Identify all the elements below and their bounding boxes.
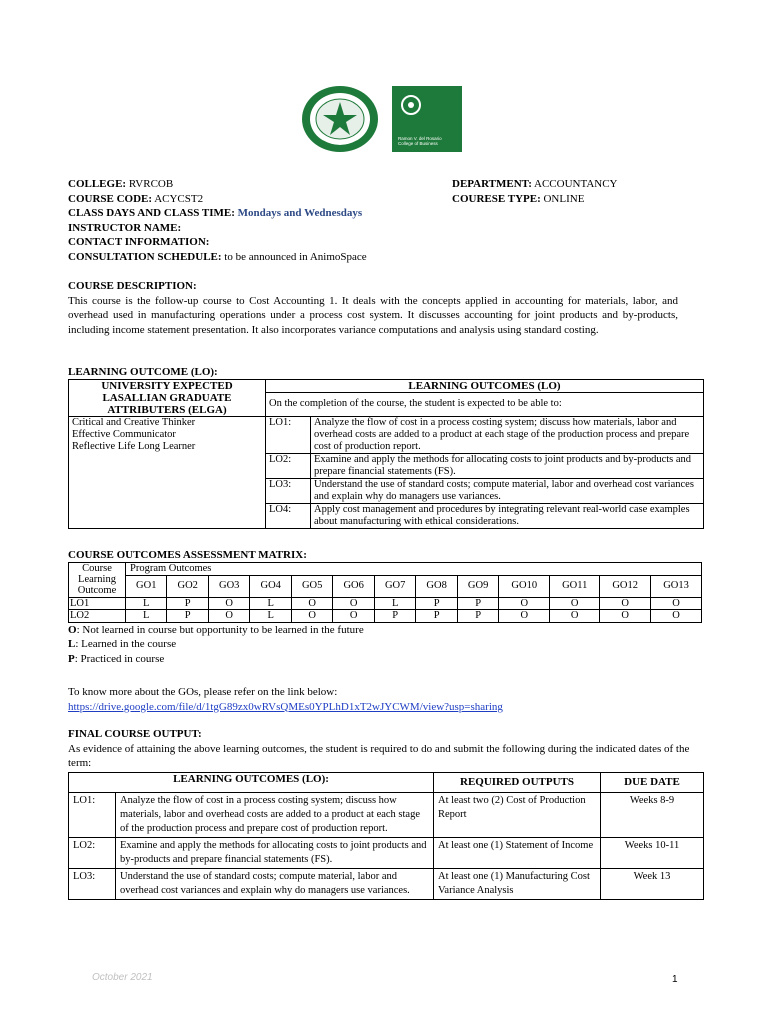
lo-table (68, 379, 704, 529)
matrix-cell: P (167, 610, 208, 623)
program-outcomes-header: Program Outcomes (126, 563, 702, 576)
output-required: At least two (2) Cost of Production Report (434, 792, 601, 837)
elga-header: UNIVERSITY EXPECTED LASALLIAN GRADUATE ATTRIBUTERS (ELGA) (69, 380, 266, 417)
matrix-cell: P (457, 610, 498, 623)
final-output-title: FINAL COURSE OUTPUT: (68, 728, 202, 740)
lo-code: LO2: (266, 454, 311, 479)
matrix-cell: L (126, 610, 167, 623)
matrix-column-header: GO5 (291, 575, 332, 597)
matrix-corner: Course Learning Outcome (69, 563, 126, 598)
description-title: COURSE DESCRIPTION: (68, 280, 197, 292)
final-output-section (68, 727, 704, 900)
course-header (68, 177, 708, 264)
lo-code: LO1: (266, 417, 311, 454)
matrix-cell: O (291, 610, 332, 623)
output-due: Weeks 8-9 (601, 792, 704, 837)
output-header-lo: LEARNING OUTCOMES (LO): (69, 772, 434, 792)
matrix-cell: O (499, 597, 550, 610)
matrix-cell: O (333, 610, 374, 623)
elga-list (69, 417, 266, 529)
lo-text: Understand the use of standard costs; compute material, labor and overhead cost variances and explain why do managers use variances. (311, 479, 704, 504)
lo-text: Apply cost management and procedures by integrating relevant real-world case examples about manufacturing with ethical considerations. (311, 504, 704, 529)
matrix-cell: P (416, 610, 457, 623)
department-label: DEPARTMENT: (452, 178, 532, 190)
gos-link[interactable]: https://drive.google.com/file/d/1tgG89zx0wRVsQMEs0YPLhD1xT2wJYCWM/view?usp=sharing (68, 700, 503, 713)
matrix-cell: P (167, 597, 208, 610)
matrix-cell: P (374, 610, 415, 623)
college-logo-text2: College of Business (398, 141, 438, 146)
matrix-cell: L (374, 597, 415, 610)
matrix-row-label: LO2 (69, 610, 126, 623)
matrix-row (69, 597, 702, 610)
description-body: This course is the follow-up course to Cost Accounting 1. It deals with the concepts applied in accounting for materials, labor, and overhead used in manufacturing operations under a process cost system. It discusses accounting for joint products and by-products, including income statement presentation. It also incorporates variance computations and analysis using standard costing. (68, 294, 678, 336)
legend-key: O (68, 623, 77, 636)
elga-item: Critical and Creative Thinker (72, 417, 196, 428)
course-code-label: COURSE CODE: (68, 192, 153, 205)
instructor-label: INSTRUCTOR NAME: (68, 221, 182, 234)
matrix-cell: O (651, 610, 702, 623)
output-row (69, 792, 704, 837)
matrix-cell: L (250, 610, 291, 623)
output-due: Weeks 10-11 (601, 837, 704, 868)
logo-area (300, 84, 470, 154)
matrix-row (69, 610, 702, 623)
dlsu-seal-icon (300, 84, 380, 154)
matrix-column-header: GO8 (416, 575, 457, 597)
output-lo-code: LO3: (69, 868, 116, 899)
matrix-cell: P (416, 597, 457, 610)
matrix-column-header: GO2 (167, 575, 208, 597)
matrix-column-header: GO1 (126, 575, 167, 597)
matrix-column-header: GO7 (374, 575, 415, 597)
legend-text: : Not learned in course but opportunity to be learned in the future (76, 623, 364, 636)
matrix-column-header: GO13 (651, 575, 702, 597)
learning-outcome-section (68, 366, 704, 529)
matrix-cell: O (499, 610, 550, 623)
footer-date: October 2021 (92, 972, 153, 983)
output-due: Week 13 (601, 868, 704, 899)
matrix-cell: O (651, 597, 702, 610)
elga-item: Effective Communicator (72, 429, 176, 440)
matrix-column-header: GO10 (499, 575, 550, 597)
lo-code: LO3: (266, 479, 311, 504)
output-lo-text: Analyze the flow of cost in a process costing system; discuss how materials, labor and overhead costs are added to a product at each stage of the production process and prepare cost of production report. (116, 792, 434, 837)
matrix-cell: L (126, 597, 167, 610)
assessment-matrix-section (68, 549, 702, 666)
matrix-column-header: GO9 (457, 575, 498, 597)
output-required: At least one (1) Statement of Income (434, 837, 601, 868)
output-header-due: DUE DATE (601, 772, 704, 792)
matrix-column-header: GO3 (208, 575, 249, 597)
output-required: At least one (1) Manufacturing Cost Variance Analysis (434, 868, 601, 899)
output-row (69, 868, 704, 899)
lo-code: LO4: (266, 504, 311, 529)
matrix-column-header: GO11 (550, 575, 600, 597)
lo-header: LEARNING OUTCOMES (LO) (266, 380, 704, 393)
output-lo-code: LO1: (69, 792, 116, 837)
college-logo (392, 86, 462, 152)
gos-link-section (68, 685, 688, 714)
matrix-cell: O (333, 597, 374, 610)
final-output-table (68, 772, 704, 900)
lo-text: Examine and apply the methods for allocating costs to joint products and by-products and prepare financial statements (FS). (311, 454, 704, 479)
elga-item: Reflective Life Long Learner (72, 441, 196, 452)
matrix-title: COURSE OUTCOMES ASSESSMENT MATRIX: (68, 549, 307, 561)
gos-link-text: To know more about the GOs, please refer on the link below: (68, 686, 338, 698)
department-value: ACCOUNTANCY (534, 178, 618, 190)
class-days-value: Mondays and Wednesdays (237, 207, 363, 219)
legend-key: P (68, 652, 75, 665)
output-row (69, 837, 704, 868)
college-label: COLLEGE: (68, 178, 127, 190)
matrix-cell: O (550, 610, 600, 623)
final-output-intro: As evidence of attaining the above learning outcomes, the student is required to do and submit the following during the indicated dates of the term: (68, 742, 690, 769)
lo-text: Analyze the flow of cost in a process costing system; discuss how materials, labor and overhead costs are added to a product at each stage of the production process and prepare cost of production report. (311, 417, 704, 454)
legend-text: : Learned in the course (75, 638, 177, 650)
output-lo-code: LO2: (69, 837, 116, 868)
consultation-value: to be announced in AnimoSpace (224, 250, 367, 263)
course-code-value: ACYCST2 (154, 192, 204, 205)
course-description (68, 279, 678, 337)
matrix-column-header: GO6 (333, 575, 374, 597)
matrix-cell: L (250, 597, 291, 610)
legend-key: L (68, 638, 76, 650)
college-emblem-icon (400, 94, 422, 116)
output-header-required: REQUIRED OUTPUTS (434, 772, 601, 792)
consultation-label: CONSULTATION SCHEDULE: (68, 250, 222, 263)
course-type-value: ONLINE (543, 192, 585, 205)
matrix-column-header: GO4 (250, 575, 291, 597)
lo-title: LEARNING OUTCOME (LO): (68, 366, 218, 378)
matrix-column-header: GO12 (600, 575, 651, 597)
output-lo-text: Understand the use of standard costs; compute material, labor and overhead cost variances and explain why do managers use variances. (116, 868, 434, 899)
lo-intro: On the completion of the course, the student is expected to be able to: (266, 393, 704, 417)
legend-text: : Practiced in course (74, 652, 165, 665)
matrix-cell: O (208, 610, 249, 623)
class-days-label: CLASS DAYS AND CLASS TIME: (68, 207, 235, 219)
matrix-cell: O (291, 597, 332, 610)
page-number: 1 (672, 974, 678, 985)
matrix-cell: O (600, 597, 651, 610)
college-value: RVRCOB (128, 178, 174, 190)
contact-label: CONTACT INFORMATION: (68, 236, 210, 248)
matrix-cell: O (208, 597, 249, 610)
matrix-cell: P (457, 597, 498, 610)
matrix-cell: O (600, 610, 651, 623)
course-type-label: COURESE TYPE: (452, 192, 541, 205)
output-lo-text: Examine and apply the methods for allocating costs to joint products and by-products and prepare financial statements (FS). (116, 837, 434, 868)
assessment-matrix (68, 562, 702, 623)
matrix-row-label: LO1 (69, 597, 126, 610)
college-logo-text1: Ramon V. del Rosario (398, 136, 442, 141)
matrix-legend (68, 623, 702, 667)
matrix-cell: O (550, 597, 600, 610)
